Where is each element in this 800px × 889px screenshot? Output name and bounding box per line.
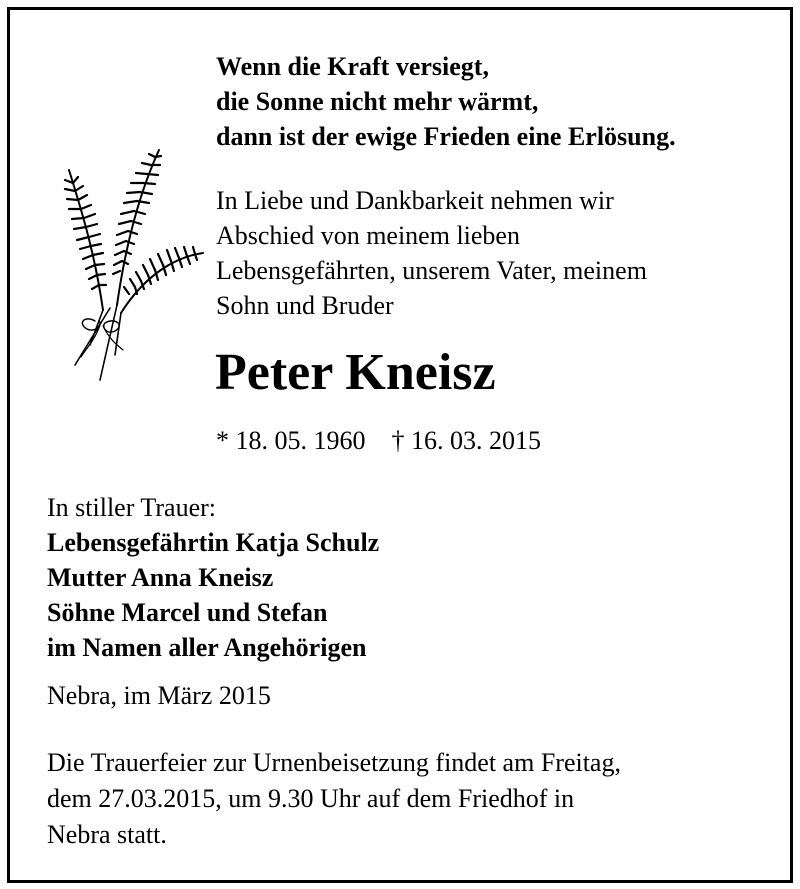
mourner-entry: Mutter Anna Kneisz (47, 563, 274, 592)
funeral-line: Die Trauerfeier zur Urnenbeisetzung findet am Freitag, (47, 748, 621, 777)
motto-line: dann ist der ewige Frieden eine Erlösung. (216, 122, 676, 151)
intro-line: Abschied von meinem lieben (216, 221, 520, 250)
deceased-name: Peter Kneisz (215, 344, 496, 401)
intro-line: In Liebe und Dankbarkeit nehmen wir (216, 186, 614, 215)
funeral-line: dem 27.03.2015, um 9.30 Uhr auf dem Friedhof in (47, 784, 575, 813)
mourner-entry: im Namen aller Angehörigen (47, 633, 367, 662)
motto-line: die Sonne nicht mehr wärmt, (216, 87, 539, 116)
mourner-entry: Lebensgefährtin Katja Schulz (47, 528, 380, 557)
motto-line: Wenn die Kraft versiegt, (216, 52, 489, 81)
mourners-block (47, 490, 747, 665)
place-and-date: Nebra, im März 2015 (47, 681, 271, 710)
life-dates (216, 423, 541, 458)
intro-line: Lebensgefährten, unserem Vater, meinem (216, 256, 647, 285)
farewell-intro (216, 183, 776, 323)
funeral-notice (47, 745, 747, 853)
funeral-line: Nebra statt. (47, 820, 167, 849)
mourner-entry: Söhne Marcel und Stefan (47, 598, 328, 627)
fern-sprig-icon (55, 145, 210, 385)
birth-date: * 18. 05. 1960 (216, 426, 366, 455)
intro-line: Sohn und Bruder (216, 291, 394, 320)
mourners-heading: In stiller Trauer: (47, 493, 216, 522)
death-date: † 16. 03. 2015 (391, 426, 541, 455)
motto-verse (216, 49, 776, 154)
